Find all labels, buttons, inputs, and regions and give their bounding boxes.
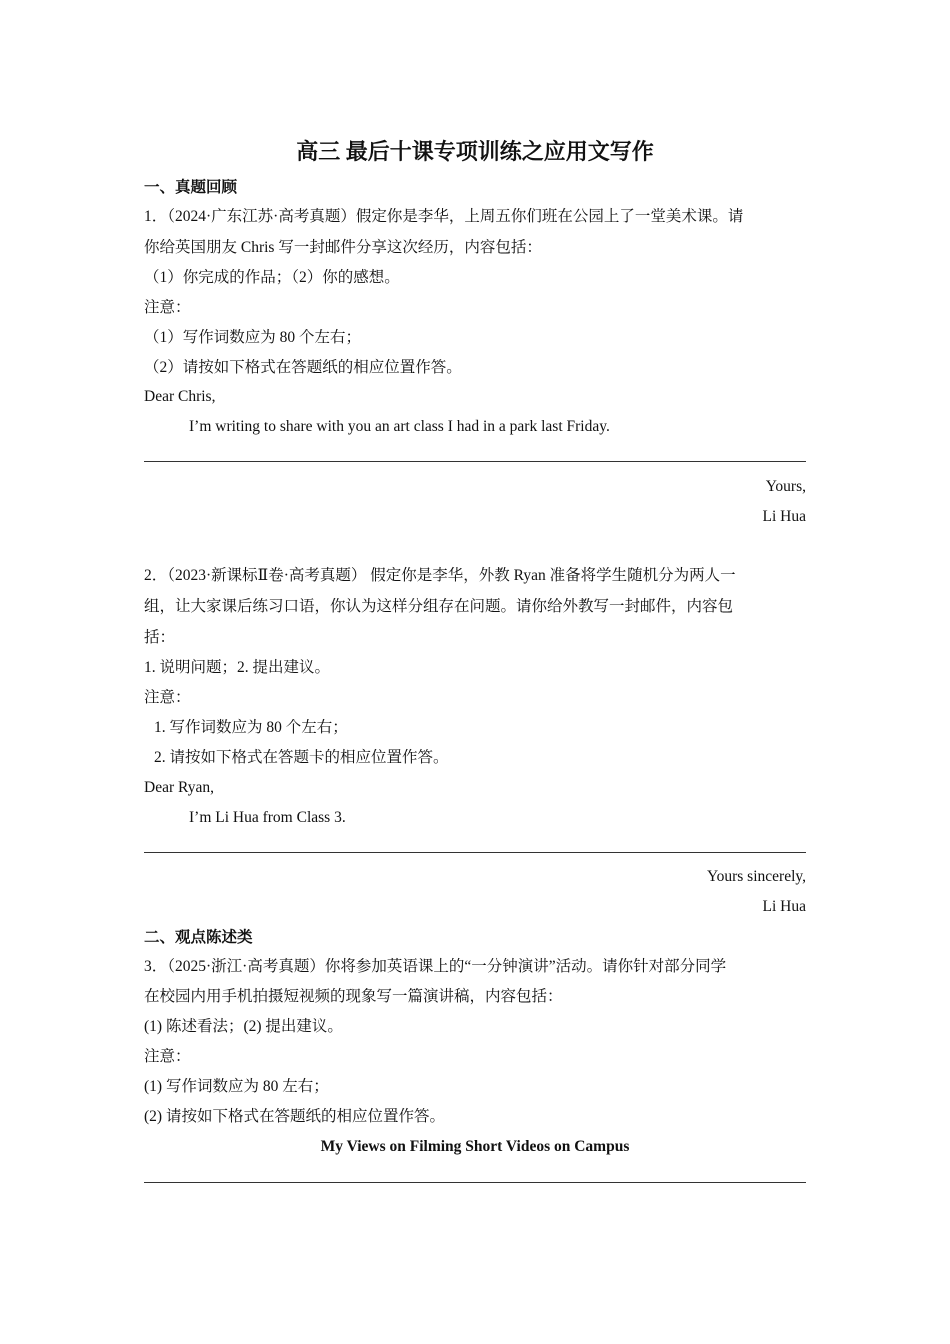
section-heading-2: 二、观点陈述类 xyxy=(144,929,253,946)
q2-letter-closing: Yours sincerely, xyxy=(706,868,806,885)
page-title: 高三 最后十课专项训练之应用文写作 xyxy=(296,139,654,164)
q3-prompt-line-1: 3．（2025·浙江·高考真题）你将参加英语课上的“一分钟演讲”活动。请你针对部分同学 xyxy=(144,958,727,975)
q2-prompt-line-1: 2．（2023·新课标Ⅱ卷·高考真题） 假定你是李华，外教 Ryan 准备将学生随机分为两人一 xyxy=(144,567,736,584)
q2-note-1: 1. 写作词数应为 80 个左右； xyxy=(154,719,348,736)
q1-prompt-line-1: 1．（2024·广东江苏·高考真题）假定你是李华，上周五你们班在公园上了一堂美术课。请 xyxy=(144,208,744,225)
q3-note-label: 注意： xyxy=(144,1048,191,1065)
q2-letter-greeting: Dear Ryan, xyxy=(144,779,214,796)
q3-prompt-line-2: 在校园内用手机拍摄短视频的现象写一篇演讲稿，内容包括： xyxy=(144,988,563,1005)
q3-note-1: (1) 写作词数应为 80 左右； xyxy=(144,1078,329,1095)
q1-prompt-line-2: 你给英国朋友 Chris 写一封邮件分享这次经历，内容包括： xyxy=(144,239,542,256)
q3-content-points: (1) 陈述看法；(2) 提出建议。 xyxy=(144,1018,343,1035)
q1-letter-signature: Li Hua xyxy=(762,508,806,525)
q1-letter-closing: Yours, xyxy=(765,478,806,495)
q2-content-points: 1. 说明问题；2. 提出建议。 xyxy=(144,659,331,676)
q2-letter-signature: Li Hua xyxy=(762,898,806,915)
section-heading-1: 一、真题回顾 xyxy=(144,179,238,196)
q2-note-label: 注意： xyxy=(144,689,191,706)
q1-letter-opening: I’m writing to share with you an art class I had in a park last Friday. xyxy=(189,418,610,435)
q1-answer-line xyxy=(144,461,806,462)
q3-note-2: (2) 请按如下格式在答题纸的相应位置作答。 xyxy=(144,1108,445,1125)
q1-note-label: 注意： xyxy=(144,299,191,316)
q2-prompt-line-2: 组，让大家课后练习口语，你认为这样分组存在问题。请你给外教写一封邮件，内容包 xyxy=(144,598,734,615)
q2-answer-line xyxy=(144,852,806,853)
q3-answer-line xyxy=(144,1182,806,1183)
q3-essay-title: My Views on Filming Short Videos on Campus xyxy=(320,1138,630,1155)
q1-content-points: （1）你完成的作品；（2）你的感想。 xyxy=(144,269,400,286)
q2-prompt-line-3: 括： xyxy=(144,629,176,646)
q1-note-1: （1）写作词数应为 80 个左右； xyxy=(144,329,362,346)
q1-letter-greeting: Dear Chris, xyxy=(144,388,216,405)
q2-note-2: 2. 请按如下格式在答题卡的相应位置作答。 xyxy=(154,749,449,766)
q1-note-2: （2）请按如下格式在答题纸的相应位置作答。 xyxy=(144,359,462,376)
q2-letter-opening: I’m Li Hua from Class 3. xyxy=(189,809,346,826)
